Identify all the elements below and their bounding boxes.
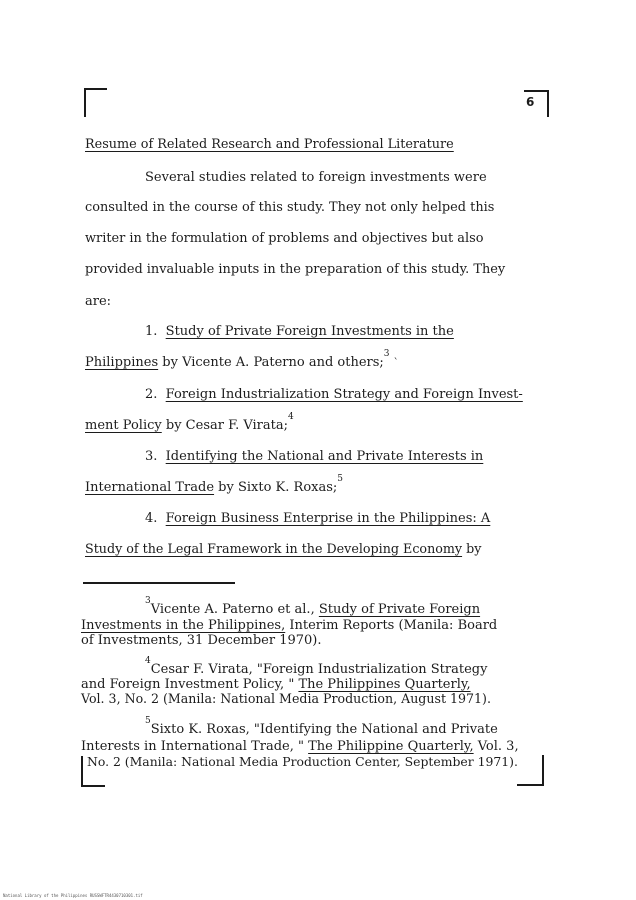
list-item-3-title-cont: International Trade xyxy=(85,480,215,495)
footnote-5-line-1 xyxy=(145,716,498,737)
footnote-3-mark: 3 xyxy=(145,596,151,606)
footnote-3-publisher: Interim Reports (Manila: Board xyxy=(285,618,498,633)
list-item-2-title-cont: ment Policy xyxy=(85,418,162,433)
crop-mark-top-left-h xyxy=(84,88,107,90)
footnote-3-title-cont: Investments in the Philippines, xyxy=(81,618,286,633)
intro-line-3: writer in the formulation of problems and objectives but also xyxy=(85,231,484,246)
list-item-4-line-1 xyxy=(145,512,490,525)
list-item-1-note-ref: 3 xyxy=(383,349,390,359)
footnote-4-mark: 4 xyxy=(145,656,151,666)
intro-line-2: consulted in the course of this study. They not only helped this xyxy=(85,200,495,215)
list-item-4-number: 4. xyxy=(145,511,158,526)
list-item-2-note-ref: 4 xyxy=(288,412,294,422)
footnote-5-journal: The Philippine Quarterly, xyxy=(308,739,474,754)
list-item-2-line-2 xyxy=(85,412,294,433)
list-item-2-number: 2. xyxy=(145,387,158,402)
footnote-3-title: Study of Private Foreign xyxy=(318,602,481,617)
list-item-1-line-2 xyxy=(85,349,399,370)
list-item-3-author: by Sixto K. Roxas; xyxy=(214,480,338,495)
list-item-1-tick: ` xyxy=(393,358,399,369)
list-item-2-author: by Cesar F. Virata; xyxy=(161,418,288,433)
footnote-4-line-1 xyxy=(145,656,488,677)
list-item-1-title: Study of Private Foreign Investments in the xyxy=(165,324,454,339)
footnote-5-volume: Vol. 3, xyxy=(473,739,519,754)
list-item-3-number: 3. xyxy=(145,449,158,464)
crop-mark-bottom-right-h xyxy=(517,784,544,786)
crop-mark-bottom-left-h xyxy=(81,785,105,787)
footnote-5-article: Interests in International Trade, " xyxy=(81,739,309,754)
footnote-5-line-3: No. 2 (Manila: National Media Production Center, September 1971). xyxy=(87,754,518,769)
footnote-3-line-2 xyxy=(81,619,497,632)
list-item-3-line-1 xyxy=(145,450,483,463)
intro-line-4: provided invaluable inputs in the preparation of this study. They xyxy=(85,262,506,277)
list-item-4-line-2 xyxy=(85,543,481,556)
footnote-3-line-3: of Investments, 31 December 1970). xyxy=(81,633,322,648)
list-item-1-number: 1. xyxy=(145,324,158,339)
footnote-3-text: Vicente A. Paterno et al., xyxy=(150,602,319,617)
footnote-5-mark: 5 xyxy=(145,716,151,726)
list-item-2-line-1 xyxy=(145,388,523,401)
crop-mark-bottom-left-v xyxy=(81,756,83,787)
list-item-1-title-cont: Philippines xyxy=(85,355,159,370)
crop-mark-bottom-right-v xyxy=(542,755,544,786)
footnote-4-text: Cesar F. Virata, "Foreign Industrialization Strategy xyxy=(150,662,488,677)
list-item-3-note-ref: 5 xyxy=(337,474,344,484)
list-item-2-title: Foreign Industrialization Strategy and Foreign Invest- xyxy=(165,387,523,402)
footnote-separator xyxy=(83,582,235,584)
list-item-1-line-1 xyxy=(145,325,454,338)
intro-line-1: Several studies related to foreign investments were xyxy=(145,170,487,185)
scan-caption: National Library of the Philippines RUSSWFTR4430710301.tif xyxy=(3,893,143,898)
footnote-5-line-2 xyxy=(81,740,519,753)
footnote-4-line-3: Vol. 3, No. 2 (Manila: National Media Production, August 1971). xyxy=(81,691,491,706)
crop-mark-top-right-h xyxy=(524,90,549,92)
list-item-4-title: Foreign Business Enterprise in the Philippines: A xyxy=(165,511,491,526)
list-item-3-title: Identifying the National and Private Interests in xyxy=(165,449,484,464)
footnote-4-journal: The Philippines Quarterly, xyxy=(298,677,471,692)
footnote-4-article: and Foreign Investment Policy, " xyxy=(81,677,299,692)
footnote-3-line-1 xyxy=(145,596,481,617)
intro-line-5: are: xyxy=(85,294,112,309)
crop-mark-top-right-v xyxy=(547,90,549,117)
footnote-5-text: Sixto K. Roxas, "Identifying the National and Private xyxy=(150,722,498,737)
list-item-3-line-2 xyxy=(85,474,344,495)
list-item-1-author: by Vicente A. Paterno and others; xyxy=(158,355,384,370)
list-item-4-title-cont: Study of the Legal Framework in the Developing Economy xyxy=(85,541,463,556)
footnote-4-line-2 xyxy=(81,678,471,691)
list-item-4-author: by xyxy=(462,541,482,556)
page-number: 6 xyxy=(526,95,535,109)
crop-mark-top-left-v xyxy=(84,88,86,117)
section-heading: Resume of Related Research and Professional Literature xyxy=(85,137,454,152)
